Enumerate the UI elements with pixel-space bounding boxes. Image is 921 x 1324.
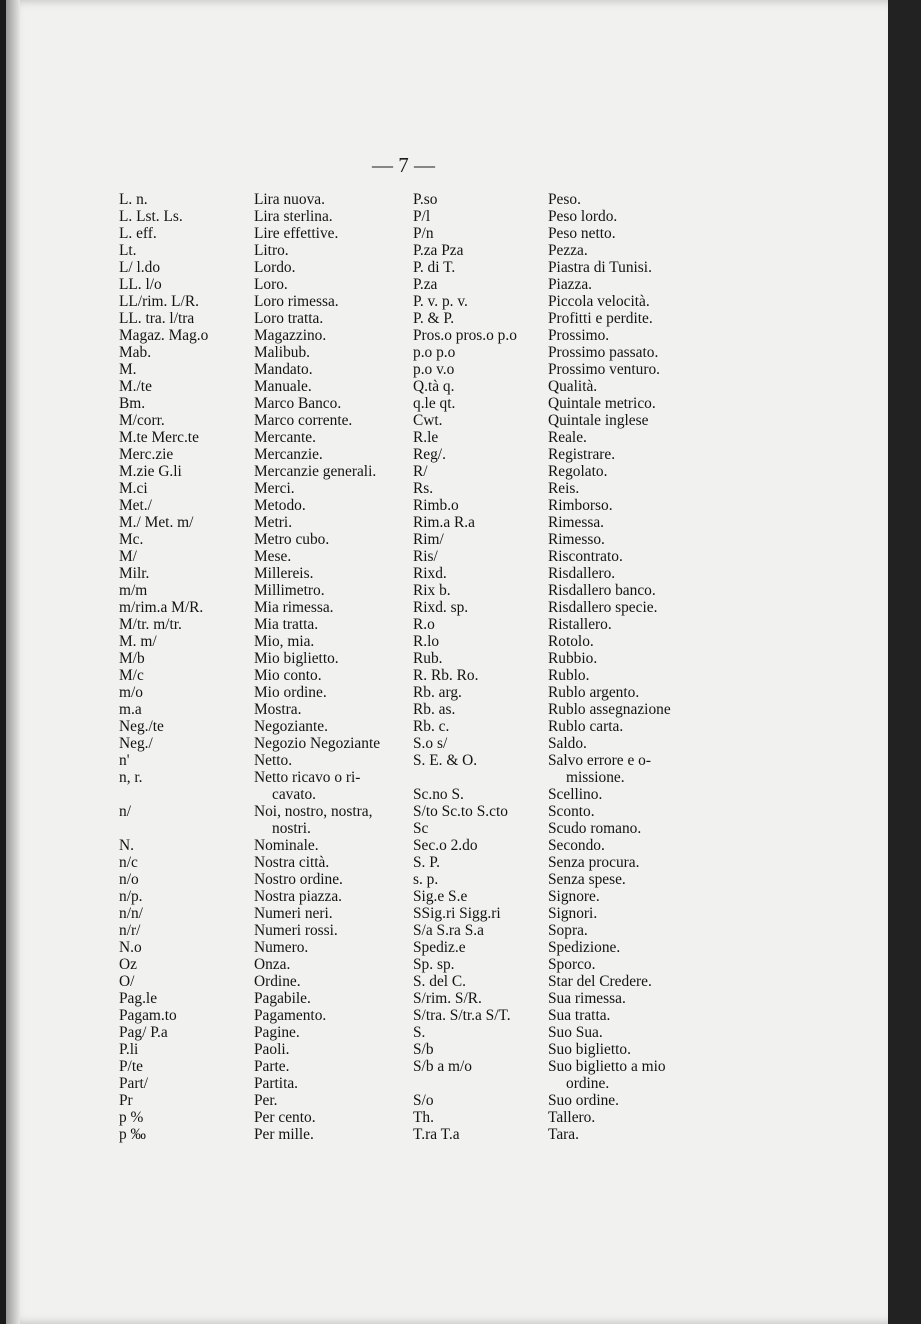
abbreviation-entry: Pag.le <box>119 990 158 1007</box>
meaning-entry: Lire effettive. <box>254 225 339 242</box>
meaning-entry: Per. <box>254 1092 278 1109</box>
abbreviation-entry: R.o <box>413 616 435 633</box>
meaning-entry: Sopra. <box>548 922 588 939</box>
meaning-entry: Nostro ordine. <box>254 871 343 888</box>
abbreviation-entry: n, r. <box>119 769 143 786</box>
abbreviation-entry: T.ra T.a <box>413 1126 460 1143</box>
abbreviation-entry: m/o <box>119 684 143 701</box>
meaning-entry: Rublo. <box>548 667 590 684</box>
abbreviation-entry <box>413 769 517 786</box>
meaning-entry: Piazza. <box>548 276 593 293</box>
meaning-entry: Rublo argento. <box>548 684 640 701</box>
abbreviation-entry: M. <box>119 361 137 378</box>
meaning-entry: Lordo. <box>254 259 296 276</box>
meaning-entry: Sua rimessa. <box>548 990 626 1007</box>
abbreviation-entry: Part/ <box>119 1075 149 1092</box>
abbreviation-entry: Milr. <box>119 565 150 582</box>
abbreviation-entry: Sc.no S. <box>413 786 464 803</box>
meaning-entry: Rublo assegnazione <box>548 701 671 718</box>
meaning-entry: Peso netto. <box>548 225 616 242</box>
meaning-entry: Metri. <box>254 514 293 531</box>
right-meaning-column <box>548 191 671 1143</box>
abbreviation-entry: R. Rb. Ro. <box>413 667 479 684</box>
meaning-entry: Scellino. <box>548 786 603 803</box>
meaning-entry: Nostra città. <box>254 854 330 871</box>
abbreviation-entry <box>119 786 208 803</box>
abbreviation-entry: P. di T. <box>413 259 456 276</box>
abbreviation-entry: S. <box>413 1024 426 1041</box>
abbreviation-entry: P.so <box>413 191 438 208</box>
abbreviation-entry: M.te Merc.te <box>119 429 199 446</box>
meaning-entry: Riscontrato. <box>548 548 623 565</box>
meaning-entry: Negoziante. <box>254 718 328 735</box>
abbreviation-entry: M/ <box>119 548 137 565</box>
meaning-entry: Per mille. <box>254 1126 314 1143</box>
left-meaning-column <box>254 191 380 1143</box>
meaning-entry: Nominale. <box>254 837 319 854</box>
abbreviation-entry: M. m/ <box>119 633 157 650</box>
abbreviation-entry: Rimb.o <box>413 497 459 514</box>
abbreviation-entry: R/ <box>413 463 428 480</box>
meaning-entry: Millereis. <box>254 565 314 582</box>
meaning-entry: Suo Sua. <box>548 1024 603 1041</box>
meaning-entry: Peso. <box>548 191 581 208</box>
meaning-entry: Reis. <box>548 480 580 497</box>
abbreviation-entry: S/a S.ra S.a <box>413 922 484 939</box>
abbreviation-entry: S/o <box>413 1092 434 1109</box>
meaning-entry: Piccola velocità. <box>548 293 650 310</box>
abbreviation-entry: Sp. sp. <box>413 956 455 973</box>
meaning-entry: nostri. <box>272 820 311 837</box>
abbreviation-entry: q.le qt. <box>413 395 456 412</box>
abbreviation-entry: p ‰ <box>119 1126 146 1143</box>
abbreviation-entry: Rs. <box>413 480 434 497</box>
abbreviation-entry: Spediz.e <box>413 939 466 956</box>
abbreviation-entry: N. <box>119 837 134 854</box>
meaning-entry: Reale. <box>548 429 587 446</box>
meaning-entry: Scudo romano. <box>548 820 642 837</box>
meaning-entry: Manuale. <box>254 378 312 395</box>
meaning-entry: Lira nuova. <box>254 191 325 208</box>
meaning-entry: Pagabile. <box>254 990 311 1007</box>
meaning-entry: Sporco. <box>548 956 596 973</box>
abbreviation-entry: p % <box>119 1109 144 1126</box>
meaning-entry: Netto ricavo o ri- <box>254 769 361 786</box>
abbreviation-entry: P/te <box>119 1058 143 1075</box>
abbreviation-entry: LL/rim. L/R. <box>119 293 199 310</box>
meaning-entry: Mercanzie. <box>254 446 323 463</box>
meaning-entry: Signore. <box>548 888 600 905</box>
meaning-entry: Spedizione. <box>548 939 621 956</box>
abbreviation-entry: LL. l/o <box>119 276 162 293</box>
meaning-entry: Rimessa. <box>548 514 605 531</box>
abbreviation-entry: L. n. <box>119 191 148 208</box>
abbreviation-entry: n/c <box>119 854 138 871</box>
abbreviation-entry: Sec.o 2.do <box>413 837 478 854</box>
abbreviation-entry: M.ci <box>119 480 148 497</box>
abbreviation-entry: Rixd. <box>413 565 447 582</box>
meaning-entry: Paoli. <box>254 1041 290 1058</box>
meaning-entry: Mandato. <box>254 361 313 378</box>
abbreviation-entry: Rb. c. <box>413 718 450 735</box>
abbreviation-entry: R.lo <box>413 633 440 650</box>
meaning-entry: Rotolo. <box>548 633 594 650</box>
meaning-entry: Metodo. <box>254 497 306 514</box>
meaning-entry: Marco corrente. <box>254 412 353 429</box>
meaning-entry: Piastra di Tunisi. <box>548 259 652 276</box>
abbreviation-entry: S/to Sc.to S.cto <box>413 803 508 820</box>
abbreviation-entry: Q.tà q. <box>413 378 455 395</box>
meaning-entry: Profitti e perdite. <box>548 310 653 327</box>
meaning-entry: Suo biglietto. <box>548 1041 631 1058</box>
abbreviation-entry: M/corr. <box>119 412 165 429</box>
abbreviation-entry: p.o v.o <box>413 361 455 378</box>
meaning-entry: Sua tratta. <box>548 1007 611 1024</box>
abbreviation-entry: m/m <box>119 582 148 599</box>
right-abbreviation-column <box>413 191 517 1143</box>
abbreviation-entry: Sc <box>413 820 429 837</box>
meaning-entry: Qualità. <box>548 378 598 395</box>
abbreviation-entry: Bm. <box>119 395 146 412</box>
abbreviation-entry: m.a <box>119 701 142 718</box>
scanned-page <box>6 0 888 1324</box>
abbreviation-entry: LL. tra. l/tra <box>119 310 195 327</box>
meaning-entry: Loro rimessa. <box>254 293 339 310</box>
meaning-entry: Prossimo. <box>548 327 610 344</box>
abbreviation-entry: n/o <box>119 871 139 888</box>
abbreviation-entry: S. del C. <box>413 973 467 990</box>
abbreviation-entry: S/rim. S/R. <box>413 990 482 1007</box>
meaning-entry: Senza spese. <box>548 871 626 888</box>
meaning-entry: Peso lordo. <box>548 208 618 225</box>
abbreviation-entry: Pag/ P.a <box>119 1024 168 1041</box>
meaning-entry: Quintale metrico. <box>548 395 656 412</box>
meaning-entry: cavato. <box>272 786 317 803</box>
meaning-entry: Risdallero banco. <box>548 582 656 599</box>
meaning-entry: Mio conto. <box>254 667 322 684</box>
meaning-entry: Mercante. <box>254 429 316 446</box>
abbreviation-entry: s. p. <box>413 871 439 888</box>
abbreviation-entry: R.le <box>413 429 439 446</box>
abbreviation-entry: Merc.zie <box>119 446 174 463</box>
meaning-entry: Tara. <box>548 1126 579 1143</box>
meaning-entry: Saldo. <box>548 735 587 752</box>
abbreviation-entry: Rim.a R.a <box>413 514 475 531</box>
abbreviation-entry: Rub. <box>413 650 443 667</box>
abbreviation-entry: n/n/ <box>119 905 143 922</box>
meaning-entry: missione. <box>566 769 625 786</box>
meaning-entry: Ordine. <box>254 973 301 990</box>
abbreviation-entry: O/ <box>119 973 135 990</box>
meaning-entry: Risdallero specie. <box>548 599 658 616</box>
abbreviation-entry: M./ Met. m/ <box>119 514 194 531</box>
abbreviation-entry: Rixd. sp. <box>413 599 469 616</box>
abbreviation-entry: P. v. p. v. <box>413 293 468 310</box>
abbreviation-entry: n/ <box>119 803 131 820</box>
meaning-entry: Loro tratta. <box>254 310 324 327</box>
meaning-entry: ordine. <box>566 1075 610 1092</box>
abbreviation-entry: S/b a m/o <box>413 1058 472 1075</box>
abbreviation-entry: P.za Pza <box>413 242 464 259</box>
abbreviation-entry: P.li <box>119 1041 139 1058</box>
meaning-entry: Quintale inglese <box>548 412 649 429</box>
abbreviation-entry: Ris/ <box>413 548 438 565</box>
meaning-entry: Mia tratta. <box>254 616 319 633</box>
abbreviation-entry: Pagam.to <box>119 1007 177 1024</box>
meaning-entry: Numero. <box>254 939 309 956</box>
abbreviation-entry: Lt. <box>119 242 137 259</box>
abbreviation-entry: M/c <box>119 667 144 684</box>
meaning-entry: Partita. <box>254 1075 299 1092</box>
meaning-entry: Mio, mia. <box>254 633 315 650</box>
abbreviation-entry: n' <box>119 752 130 769</box>
abbreviation-entry: Reg/. <box>413 446 446 463</box>
abbreviation-entry: M/tr. m/tr. <box>119 616 182 633</box>
abbreviation-entry: Met./ <box>119 497 152 514</box>
abbreviation-entry: Th. <box>413 1109 434 1126</box>
abbreviation-entry <box>413 1075 517 1092</box>
meaning-entry: Regolato. <box>548 463 608 480</box>
abbreviation-entry <box>119 820 208 837</box>
abbreviation-entry: Rb. arg. <box>413 684 462 701</box>
meaning-entry: Noi, nostro, nostra, <box>254 803 373 820</box>
abbreviation-entry: N.o <box>119 939 142 956</box>
abbreviation-entry: p.o p.o <box>413 344 456 361</box>
page-number: — 7 — <box>372 153 435 177</box>
meaning-entry: Mese. <box>254 548 292 565</box>
meaning-entry: Secondo. <box>548 837 605 854</box>
meaning-entry: Sconto. <box>548 803 595 820</box>
abbreviation-entry: Rix b. <box>413 582 451 599</box>
meaning-entry: Registrare. <box>548 446 616 463</box>
meaning-entry: Risdallero. <box>548 565 616 582</box>
meaning-entry: Prossimo passato. <box>548 344 659 361</box>
abbreviation-entry: S. P. <box>413 854 440 871</box>
meaning-entry: Mio ordine. <box>254 684 327 701</box>
abbreviation-entry: Mc. <box>119 531 144 548</box>
meaning-entry: Netto. <box>254 752 293 769</box>
abbreviation-entry: P.za <box>413 276 438 293</box>
meaning-entry: Rimborso. <box>548 497 613 514</box>
meaning-entry: Merci. <box>254 480 295 497</box>
abbreviation-entry: P. & P. <box>413 310 455 327</box>
meaning-entry: Rubbio. <box>548 650 598 667</box>
scan-edge <box>888 0 921 1324</box>
meaning-entry: Per cento. <box>254 1109 316 1126</box>
abbreviation-entry: L. Lst. Ls. <box>119 208 183 225</box>
abbreviation-entry: n/p. <box>119 888 143 905</box>
meaning-entry: Signori. <box>548 905 598 922</box>
meaning-entry: Litro. <box>254 242 289 259</box>
abbreviation-entry: Magaz. Mag.o <box>119 327 209 344</box>
meaning-entry: Pagamento. <box>254 1007 327 1024</box>
abbreviation-entry: M/b <box>119 650 145 667</box>
meaning-entry: Senza procura. <box>548 854 640 871</box>
meaning-entry: Mio biglietto. <box>254 650 339 667</box>
meaning-entry: Mia rimessa. <box>254 599 334 616</box>
abbreviation-entry: L/ l.do <box>119 259 161 276</box>
meaning-entry: Parte. <box>254 1058 290 1075</box>
meaning-entry: Lira sterlina. <box>254 208 333 225</box>
abbreviation-entry: M.zie G.li <box>119 463 182 480</box>
abbreviation-entry: n/r/ <box>119 922 141 939</box>
meaning-entry: Onza. <box>254 956 291 973</box>
meaning-entry: Mercanzie generali. <box>254 463 377 480</box>
meaning-entry: Tallero. <box>548 1109 596 1126</box>
abbreviation-entry: SSig.ri Sigg.ri <box>413 905 501 922</box>
meaning-entry: Star del Credere. <box>548 973 652 990</box>
meaning-entry: Marco Banco. <box>254 395 342 412</box>
meaning-entry: Salvo errore e o- <box>548 752 651 769</box>
abbreviation-entry: Pr <box>119 1092 133 1109</box>
meaning-entry: Metro cubo. <box>254 531 330 548</box>
abbreviation-entry: m/rim.a M/R. <box>119 599 204 616</box>
abbreviation-entry: Mab. <box>119 344 152 361</box>
meaning-entry: Pezza. <box>548 242 588 259</box>
meaning-entry: Negozio Negoziante <box>254 735 381 752</box>
abbreviation-entry: Cwt. <box>413 412 443 429</box>
abbreviation-entry: Neg./te <box>119 718 164 735</box>
meaning-entry: Nostra piazza. <box>254 888 343 905</box>
abbreviation-entry: P/l <box>413 208 431 225</box>
abbreviation-entry: P/n <box>413 225 434 242</box>
abbreviation-entry: Rim/ <box>413 531 444 548</box>
meaning-entry: Rublo carta. <box>548 718 624 735</box>
abbreviation-entry: Rb. as. <box>413 701 456 718</box>
meaning-entry: Millimetro. <box>254 582 325 599</box>
abbreviation-entry: L. eff. <box>119 225 157 242</box>
abbreviation-entry: S. E. & O. <box>413 752 478 769</box>
abbreviation-entry: S/tra. S/tr.a S/T. <box>413 1007 511 1024</box>
abbreviation-entry: S.o s/ <box>413 735 448 752</box>
meaning-entry: Prossimo venturo. <box>548 361 661 378</box>
abbreviation-entry: M./te <box>119 378 152 395</box>
meaning-entry: Rimesso. <box>548 531 605 548</box>
meaning-entry: Magazzino. <box>254 327 327 344</box>
meaning-entry: Numeri neri. <box>254 905 333 922</box>
abbreviation-entry: Pros.o pros.o p.o <box>413 327 517 344</box>
abbreviation-entry: Neg./ <box>119 735 153 752</box>
meaning-entry: Pagine. <box>254 1024 300 1041</box>
meaning-entry: Suo ordine. <box>548 1092 619 1109</box>
meaning-entry: Malibub. <box>254 344 311 361</box>
meaning-entry: Mostra. <box>254 701 302 718</box>
meaning-entry: Suo biglietto a mio <box>548 1058 666 1075</box>
abbreviation-entry: Oz <box>119 956 137 973</box>
meaning-entry: Loro. <box>254 276 288 293</box>
meaning-entry: Numeri rossi. <box>254 922 338 939</box>
abbreviation-entry: Sig.e S.e <box>413 888 468 905</box>
meaning-entry: Ristallero. <box>548 616 612 633</box>
abbreviation-entry: S/b <box>413 1041 434 1058</box>
left-abbreviation-column <box>119 191 208 1143</box>
